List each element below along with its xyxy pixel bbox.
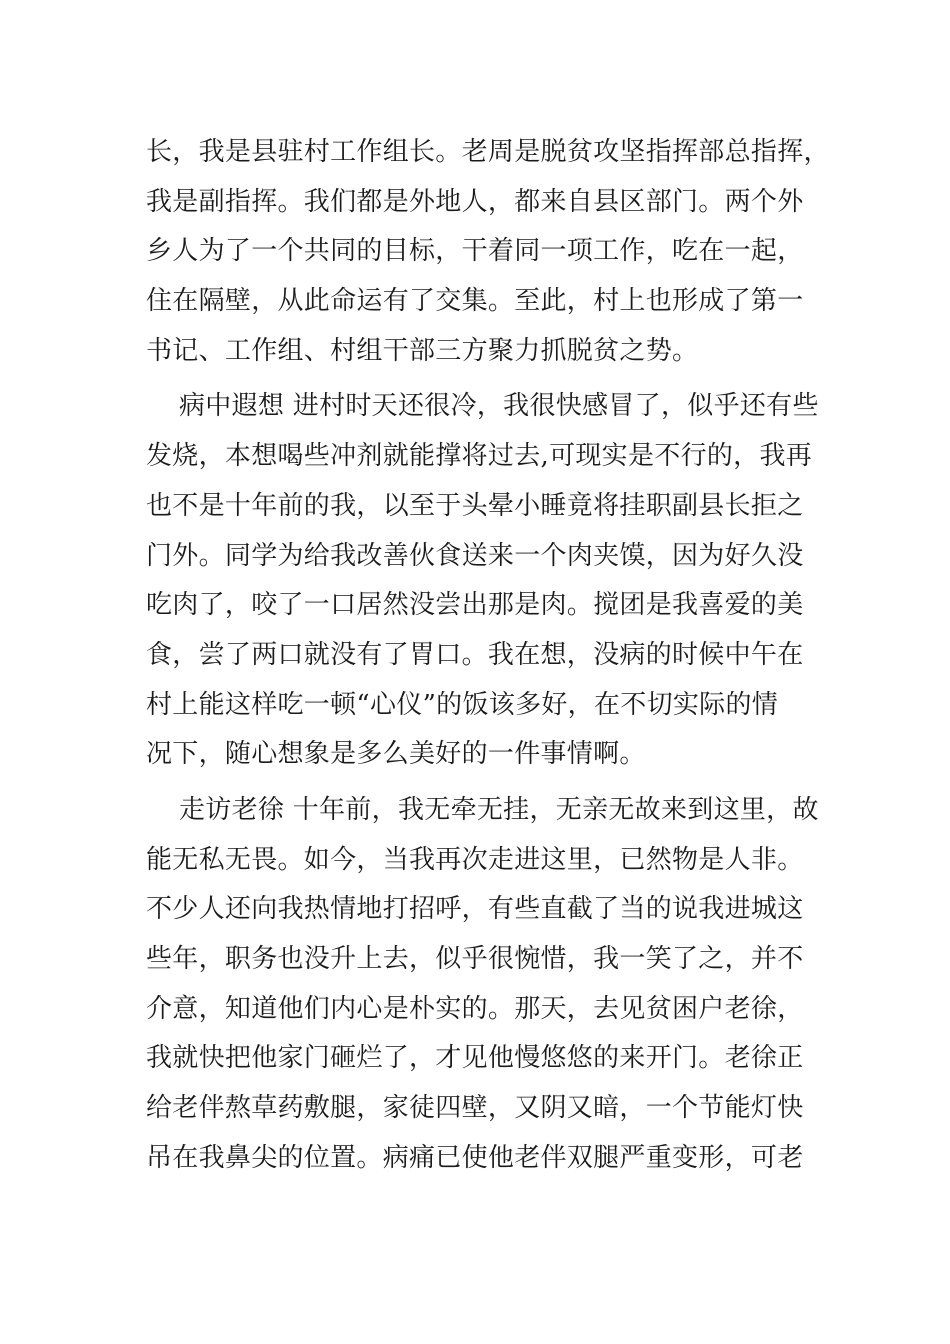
text-line: 住在隔壁，从此命运有了交集。至此，村上也形成了第一	[146, 286, 804, 317]
text-line: 些年，职务也没升上去，似乎很惋惜，我一笑了之，并不	[146, 944, 804, 974]
text-line: 村上能这样吃一顿“心仪”的饭该多好，在不切实际的情	[146, 689, 779, 720]
text-line: 我就快把他家门砸烂了，才见他慢悠悠的来开门。老徐正	[146, 1043, 804, 1074]
body-text	[146, 128, 830, 1183]
text-line: 能无私无畏。如今，当我再次走进这里，已然物是人非。	[146, 844, 804, 875]
text-line: 我是副指挥。我们都是外地人，都来自县区部门。两个外	[146, 186, 804, 217]
text-line: 给老伴熬草药敷腿，家徒四壁，又阴又暗，一个节能灯快	[146, 1093, 804, 1124]
paragraph-3	[146, 786, 819, 1184]
text-line: 门外。同学为给我改善伙食送来一个肉夹馍，因为好久没	[146, 540, 804, 571]
text-line: 吃肉了，咬了一口居然没尝出那是肉。搅团是我喜爱的美	[146, 590, 804, 621]
paragraph-1	[146, 128, 830, 376]
text-line: 长，我是县驻村工作组长。老周是脱贫攻坚指挥部总指挥，	[146, 137, 830, 167]
text-line: 况下，随心想象是多么美好的一件事情啊。	[146, 739, 646, 770]
text-line: 走访老徐 十年前，我无牵无挂，无亲无故来到这里，故	[179, 794, 819, 825]
text-line: 吊在我鼻尖的位置。病痛已使他老伴双腿严重变形，可老	[146, 1142, 804, 1173]
text-line: 书记、工作组、村组干部三方聚力抓脱贫之势。	[146, 335, 699, 366]
text-line: 也不是十年前的我，以至于头晕小睡竟将挂职副县长拒之	[146, 490, 804, 521]
paragraph-2	[146, 382, 819, 780]
text-line: 病中遐想 进村时天还很冷，我很快感冒了，似乎还有些	[179, 391, 819, 422]
text-line: 介意，知道他们内心是朴实的。那天，去见贫困户老徐，	[146, 993, 804, 1024]
text-line: 不少人还向我热情地打招呼，有些直截了当的说我进城这	[146, 894, 804, 925]
text-line: 食，尝了两口就没有了胃口。我在想，没病的时候中午在	[146, 639, 804, 670]
text-line: 发烧，本想喝些冲剂就能撑将过去,可现实是不行的，我再	[146, 441, 813, 472]
text-line: 乡人为了一个共同的目标，干着同一项工作，吃在一起，	[146, 236, 804, 267]
